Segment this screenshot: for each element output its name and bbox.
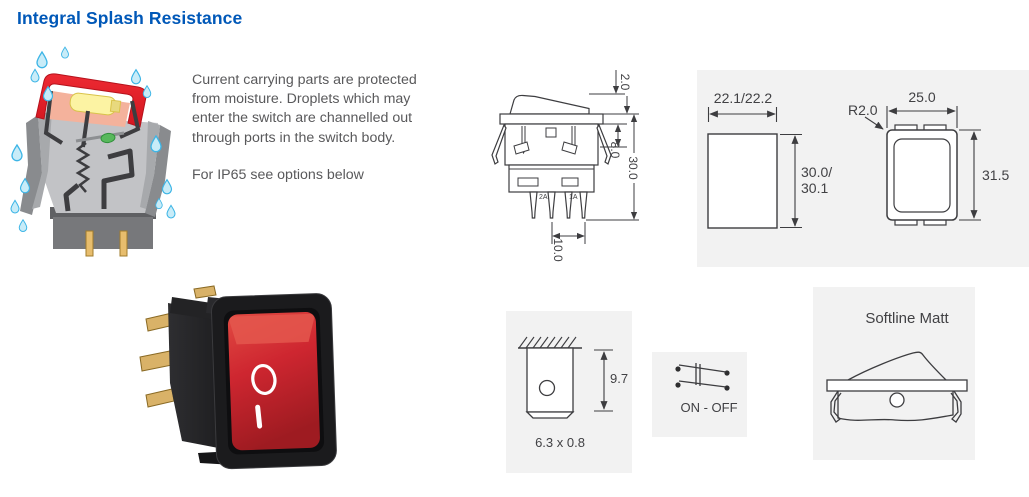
softline-profile-drawing — [813, 287, 975, 460]
photo-bezel — [211, 293, 337, 469]
circuit-function-label: ON - OFF — [680, 400, 738, 415]
rocker-curve — [848, 352, 946, 380]
circuit-function-panel — [652, 352, 747, 437]
dim-rocker-height: 2.0 — [618, 73, 632, 91]
terminal-rating-left: 2A — [539, 194, 548, 201]
terminal — [548, 192, 555, 218]
switch-outline — [492, 95, 611, 218]
intro-paragraph: Current carrying parts are protected from moisture. Droplets which may enter the switch are channelled out through ports in the switch body. — [192, 72, 417, 146]
switch-base — [50, 207, 156, 256]
front-height-label: 31.5 — [982, 167, 1010, 183]
terminal-detail-panel — [506, 311, 632, 473]
rocker-profile — [510, 95, 589, 114]
side-view-drawing — [485, 58, 650, 270]
terminal — [580, 192, 587, 218]
flange-bar — [827, 380, 967, 391]
front-width-label: 25.0 — [908, 89, 936, 105]
product-photo — [138, 283, 338, 475]
cutout-height-label-2: 30.1 — [801, 180, 829, 196]
terminal-tab — [527, 348, 573, 418]
terminal-pin — [86, 231, 93, 256]
dpst-switch-symbol — [652, 352, 747, 437]
pivot-hole — [890, 393, 904, 407]
cutout-and-front-view-drawing — [697, 70, 1029, 267]
terminal-length-label: 9.7 — [610, 371, 629, 386]
page-title: Integral Splash Resistance — [17, 8, 243, 28]
ip65-note: For IP65 see options below — [192, 166, 364, 183]
dim-terminal-spacing: 10.0 — [551, 238, 565, 262]
softline-profile — [827, 352, 967, 422]
dimensions-panel — [697, 70, 1029, 267]
dim-body-upper: 8.0 — [608, 141, 622, 159]
terminal — [530, 192, 537, 218]
terminal-pin — [120, 231, 127, 256]
switch-housing — [20, 111, 171, 217]
rocker-style-label: Softline Matt — [865, 310, 949, 327]
splash-cutaway-illustration — [8, 45, 193, 257]
terminal-hole — [540, 381, 555, 396]
panel-hatching — [518, 337, 582, 348]
cutout-width-label: 22.1/22.2 — [713, 90, 773, 106]
terminal-size-label: 6.3 x 0.8 — [535, 435, 585, 450]
dim-total-depth: 30.0 — [626, 156, 640, 180]
corner-radius-label: R2.0 — [848, 102, 878, 118]
flange — [500, 114, 603, 124]
rocker-style-panel — [813, 287, 975, 460]
cutout-height-label-1: 30.0/ — [801, 164, 833, 180]
terminal-detail-drawing — [506, 311, 632, 473]
mounting-clip — [492, 125, 506, 164]
mounting-clip — [831, 391, 841, 422]
switch-blades — [679, 363, 726, 387]
terminal-rating-right: 1A — [569, 194, 578, 201]
front-view-bezel — [887, 125, 957, 225]
panel-cutout-rect — [708, 134, 777, 228]
intro-text-block — [192, 71, 446, 185]
